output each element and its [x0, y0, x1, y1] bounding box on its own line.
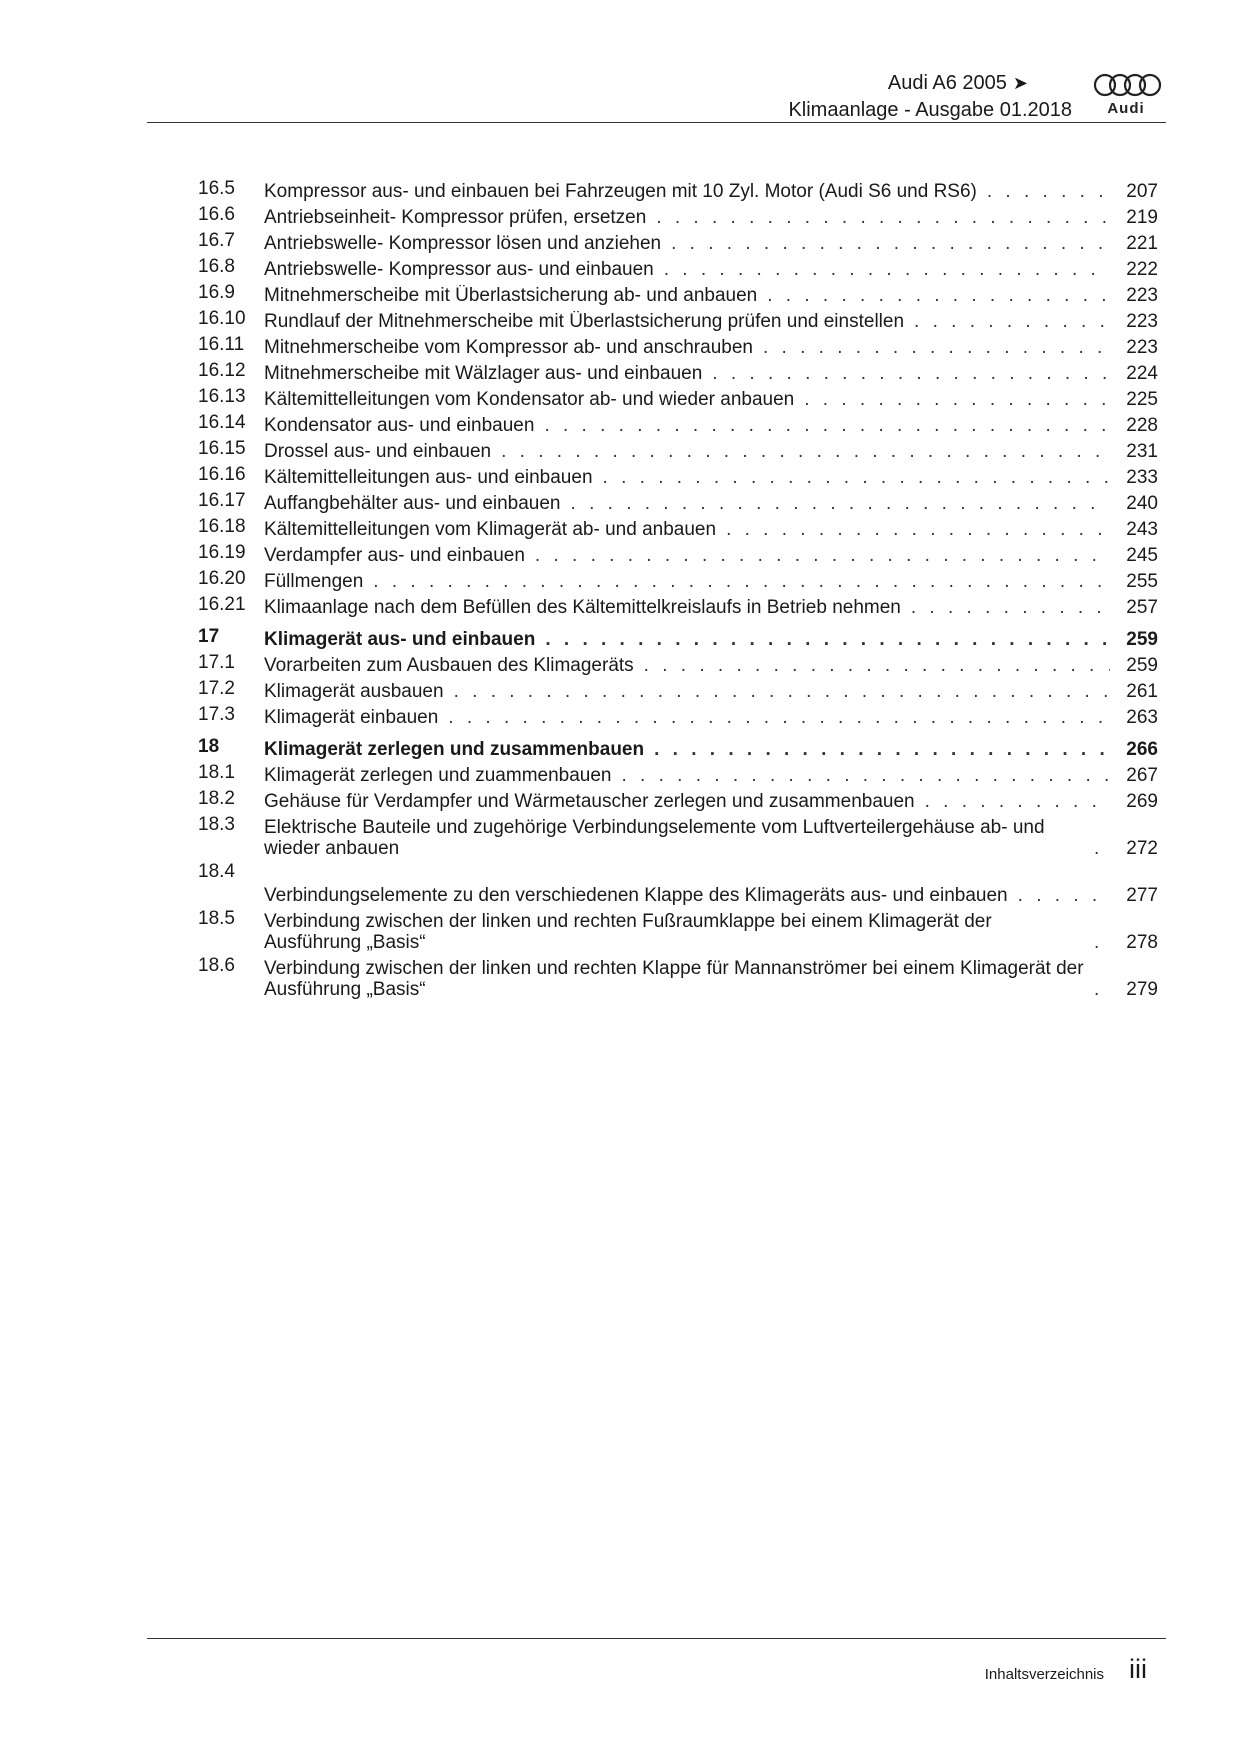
toc-entry[interactable] [198, 514, 1158, 540]
toc-title: Drossel aus- und einbauen [264, 441, 492, 462]
toc-number: 17.2 [198, 678, 235, 699]
toc-title: Mitnehmerscheibe mit Wälzlager aus- und einbauen [264, 363, 703, 384]
toc-leader [545, 629, 1110, 650]
toc-entry[interactable] [198, 488, 1158, 514]
toc-leader [454, 681, 1110, 702]
toc-page: 231 [1126, 441, 1158, 462]
toc-leader [622, 765, 1111, 786]
toc-page: 267 [1126, 765, 1158, 786]
toc-page: 223 [1126, 337, 1158, 358]
toc-number: 16.19 [198, 542, 246, 563]
toc-page: 222 [1126, 259, 1158, 280]
toc-page: 272 [1126, 838, 1158, 859]
toc-leader [726, 519, 1110, 540]
toc-entry[interactable] [198, 786, 1158, 812]
toc-entry[interactable] [198, 702, 1158, 728]
toc-number: 17.1 [198, 652, 235, 673]
toc-page: 255 [1126, 571, 1158, 592]
toc-leader [1094, 979, 1110, 1000]
toc-leader [501, 441, 1110, 462]
toc-number: 16.15 [198, 438, 246, 459]
toc-leader [767, 285, 1110, 306]
toc-number: 16.5 [198, 178, 235, 199]
toc-title: Verbindung zwischen der linken und rechten Fußraumklappe bei einem Klimagerät der Ausführung „Basis“ [264, 911, 992, 953]
toc-page: 259 [1126, 655, 1158, 676]
arrow-right-icon: ➤ [1012, 73, 1028, 93]
toc-number: 17.3 [198, 704, 235, 725]
header-subtitle: Klimaanlage - Ausgabe 01.2018 [788, 99, 1072, 121]
toc-number: 18 [198, 736, 220, 757]
toc-title: Verbindung zwischen der linken und rechten Klappe für Mannanströmer bei einem Klimagerät der Ausführung „Basis“ [264, 958, 1084, 1000]
toc-page: 225 [1126, 389, 1158, 410]
toc-number: 16.9 [198, 282, 235, 303]
toc-title: Antriebseinheit- Kompressor prüfen, ersetzen [264, 207, 647, 228]
toc-number: 16.8 [198, 256, 235, 277]
toc-number: 17 [198, 626, 220, 647]
toc-leader [571, 493, 1110, 514]
toc-leader [914, 311, 1110, 332]
toc-title: Verdampfer aus- und einbauen [264, 545, 525, 566]
toc-page: 223 [1126, 285, 1158, 306]
toc-leader [535, 545, 1110, 566]
toc-title: Kältemittelleitungen vom Kondensator ab- und wieder anbauen [264, 389, 795, 410]
toc-title: Auffangbehälter aus- und einbauen [264, 493, 561, 514]
toc-title: Mitnehmerscheibe mit Überlastsicherung ab- und anbauen [264, 285, 758, 306]
toc-leader [1094, 932, 1110, 953]
toc-number: 18.5 [198, 908, 235, 929]
toc-entry[interactable] [198, 436, 1158, 462]
toc-leader [644, 655, 1110, 676]
footer-divider [147, 1638, 1166, 1639]
toc-entry[interactable] [198, 676, 1158, 702]
toc-entry[interactable] [198, 540, 1158, 566]
toc-title: Rundlauf der Mitnehmerscheibe mit Überlastsicherung prüfen und einstellen [264, 311, 905, 332]
toc-entry[interactable] [198, 332, 1158, 358]
toc-entry[interactable] [198, 254, 1158, 280]
toc-page: 224 [1126, 363, 1158, 384]
audi-logo-text: Audi [1107, 100, 1145, 117]
toc-chapter[interactable] [198, 734, 1158, 760]
toc-title: Antriebswelle- Kompressor lösen und anziehen [264, 233, 662, 254]
toc-title: Antriebswelle- Kompressor aus- und einbauen [264, 259, 654, 280]
toc-number: 16.6 [198, 204, 235, 225]
toc-entry[interactable] [198, 202, 1158, 228]
audi-logo [1091, 72, 1165, 120]
toc-entry[interactable] [198, 650, 1158, 676]
toc-number: 16.18 [198, 516, 246, 537]
toc-entry[interactable] [198, 859, 1158, 906]
toc-leader [373, 571, 1110, 592]
toc-leader [656, 207, 1110, 228]
toc-entry[interactable] [198, 953, 1158, 1000]
toc-title: Klimagerät ausbauen [264, 681, 444, 702]
toc-title: Klimagerät aus- und einbauen [264, 629, 536, 650]
toc-number: 16.12 [198, 360, 246, 381]
toc-number: 18.2 [198, 788, 235, 809]
toc-number: 18.6 [198, 955, 235, 976]
audi-rings-icon [1091, 72, 1165, 100]
toc-leader [911, 597, 1110, 618]
toc-leader [654, 739, 1110, 760]
toc-leader [1018, 885, 1110, 906]
toc-chapter[interactable] [198, 624, 1158, 650]
toc-entry[interactable] [198, 760, 1158, 786]
toc-leader [925, 791, 1110, 812]
toc-entry[interactable] [198, 384, 1158, 410]
toc-number: 16.14 [198, 412, 246, 433]
toc-number: 18.3 [198, 814, 235, 835]
toc-number: 16.13 [198, 386, 246, 407]
toc-page: 243 [1126, 519, 1158, 540]
toc-number: 16.21 [198, 594, 246, 615]
toc-number: 16.11 [198, 334, 245, 355]
toc-leader [671, 233, 1110, 254]
toc-entry[interactable] [198, 812, 1158, 859]
toc-number: 16.17 [198, 490, 246, 511]
toc-number: 18.1 [198, 762, 235, 783]
toc-page: 263 [1126, 707, 1158, 728]
toc-number: 16.10 [198, 308, 246, 329]
toc-title: Kältemittelleitungen vom Klimagerät ab- und anbauen [264, 519, 717, 540]
toc-leader [448, 707, 1110, 728]
toc-title: Klimagerät zerlegen und zuammenbauen [264, 765, 612, 786]
toc-leader [664, 259, 1110, 280]
toc-leader [1094, 838, 1110, 859]
toc-title: Kältemittelleitungen aus- und einbauen [264, 467, 593, 488]
toc-page: 279 [1126, 979, 1158, 1000]
toc-page: 259 [1126, 629, 1158, 650]
table-of-contents [198, 176, 1158, 1000]
toc-entry[interactable] [198, 176, 1158, 202]
toc-leader [804, 389, 1110, 410]
toc-leader [544, 415, 1110, 436]
toc-title: Verbindungselemente zu den verschiedenen Klappe des Klimageräts aus- und einbauen [264, 885, 1008, 906]
toc-page: 245 [1126, 545, 1158, 566]
toc-page: 257 [1126, 597, 1158, 618]
footer-page-number: iii [1129, 1654, 1147, 1684]
toc-entry[interactable] [198, 280, 1158, 306]
toc-entry[interactable] [198, 566, 1158, 592]
toc-leader [987, 181, 1110, 202]
header-divider [147, 122, 1166, 123]
toc-number: 16.20 [198, 568, 246, 589]
toc-title: Kondensator aus- und einbauen [264, 415, 535, 436]
toc-page: 233 [1126, 467, 1158, 488]
toc-page: 207 [1126, 181, 1158, 202]
toc-page: 219 [1126, 207, 1158, 228]
toc-page: 221 [1126, 233, 1158, 254]
footer-section-title: Inhaltsverzeichnis [984, 1666, 1104, 1683]
toc-leader [763, 337, 1110, 358]
toc-number: 16.16 [198, 464, 246, 485]
toc-title: Kompressor aus- und einbauen bei Fahrzeugen mit 10 Zyl. Motor (Audi S6 und RS6) [264, 181, 977, 202]
toc-title: Mitnehmerscheibe vom Kompressor ab- und anschrauben [264, 337, 753, 358]
toc-page: 277 [1126, 885, 1158, 906]
toc-entry[interactable] [198, 906, 1158, 953]
toc-title: Klimagerät einbauen [264, 707, 439, 728]
toc-number: 16.7 [198, 230, 235, 251]
toc-entry[interactable] [198, 410, 1158, 436]
header-model-text: Audi A6 2005 [887, 72, 1007, 94]
toc-page: 278 [1126, 932, 1158, 953]
toc-page: 261 [1126, 681, 1158, 702]
toc-page: 240 [1126, 493, 1158, 514]
toc-title: Füllmengen [264, 571, 364, 592]
toc-title: Klimaanlage nach dem Befüllen des Kältemittelkreislaufs in Betrieb nehmen [264, 597, 901, 618]
toc-title: Vorarbeiten zum Ausbauen des Klimageräts [264, 655, 634, 676]
toc-leader [712, 363, 1110, 384]
toc-entry[interactable] [198, 358, 1158, 384]
toc-title: Gehäuse für Verdampfer und Wärmetauscher zerlegen und zusammenbauen [264, 791, 915, 812]
toc-title: Klimagerät zerlegen und zusammenbauen [264, 739, 645, 760]
toc-page: 228 [1126, 415, 1158, 436]
toc-entry[interactable] [198, 228, 1158, 254]
toc-page: 223 [1126, 311, 1158, 332]
toc-number: 18.4 [198, 861, 235, 882]
toc-entry[interactable] [198, 306, 1158, 332]
toc-leader [603, 467, 1110, 488]
toc-title: Elektrische Bauteile und zugehörige Verbindungselemente vom Luftverteilergehäuse ab- und wieder anbauen [264, 817, 1045, 859]
toc-page: 266 [1126, 739, 1158, 760]
header-model [888, 71, 1028, 95]
toc-page: 269 [1126, 791, 1158, 812]
toc-entry[interactable] [198, 462, 1158, 488]
toc-entry[interactable] [198, 592, 1158, 618]
